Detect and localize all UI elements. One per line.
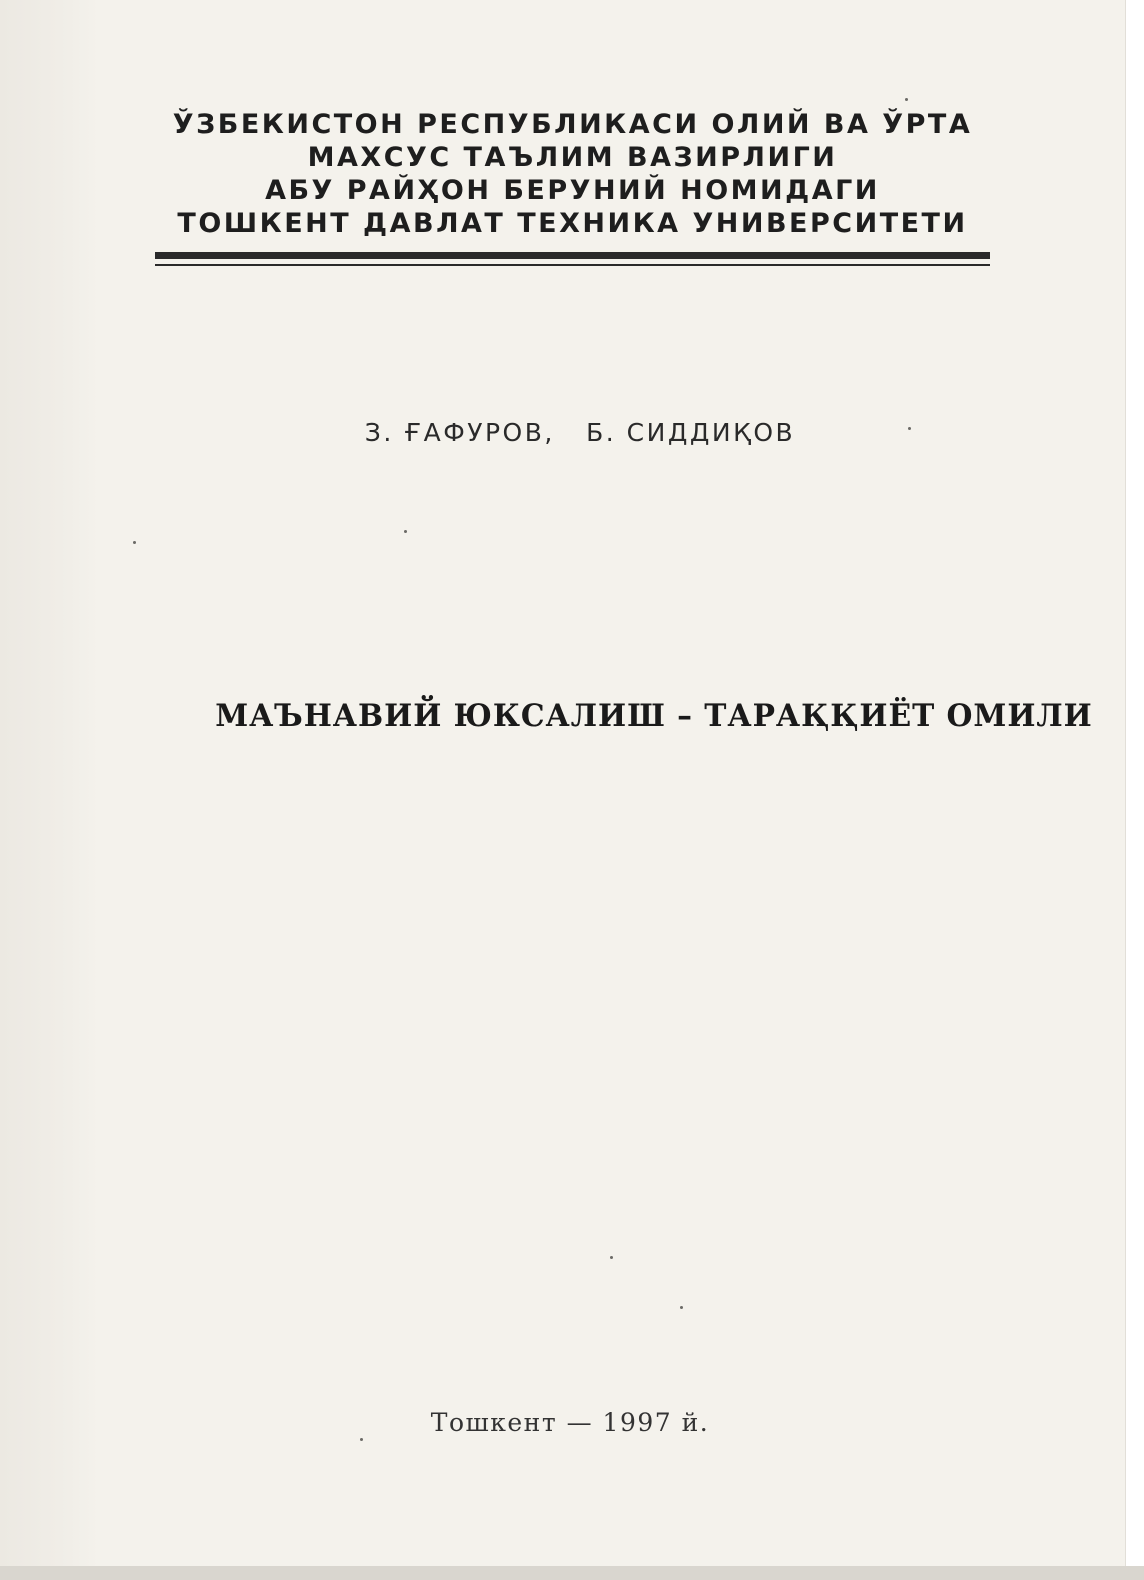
header-line-2: МАХСУС ТАЪЛИМ ВАЗИРЛИГИ bbox=[307, 142, 838, 173]
page-edge-bottom bbox=[0, 1566, 1144, 1580]
paper-speck bbox=[360, 1438, 363, 1441]
header-rule-thick bbox=[155, 252, 990, 259]
paper-speck bbox=[908, 427, 911, 430]
page-edge-right bbox=[1125, 0, 1144, 1580]
paper-speck bbox=[133, 541, 136, 544]
authors: З. ҒАФУРОВ, Б. СИДДИҚОВ bbox=[364, 418, 796, 447]
paper-speck bbox=[610, 1256, 613, 1259]
institution-header bbox=[150, 108, 995, 240]
paper-speck bbox=[680, 1306, 683, 1309]
header-line-4: ТОШКЕНТ ДАВЛАТ ТЕХНИКА УНИВЕРСИТЕТИ bbox=[177, 208, 968, 239]
document-title: МАЪНАВИЙ ЮКСАЛИШ – ТАРАҚҚИЁТ ОМИЛИ bbox=[215, 698, 1093, 734]
binding-shadow bbox=[0, 0, 100, 1580]
header-rule-thin bbox=[155, 264, 990, 266]
publication-place-year: Тошкент — 1997 й. bbox=[430, 1408, 710, 1437]
header-line-1: ЎЗБЕКИСТОН РЕСПУБЛИКАСИ ОЛИЙ ВА ЎРТА bbox=[172, 109, 973, 140]
paper-speck bbox=[905, 98, 908, 101]
header-line-3: АБУ РАЙҲОН БЕРУНИЙ НОМИДАГИ bbox=[265, 175, 880, 206]
paper-speck bbox=[404, 530, 407, 533]
